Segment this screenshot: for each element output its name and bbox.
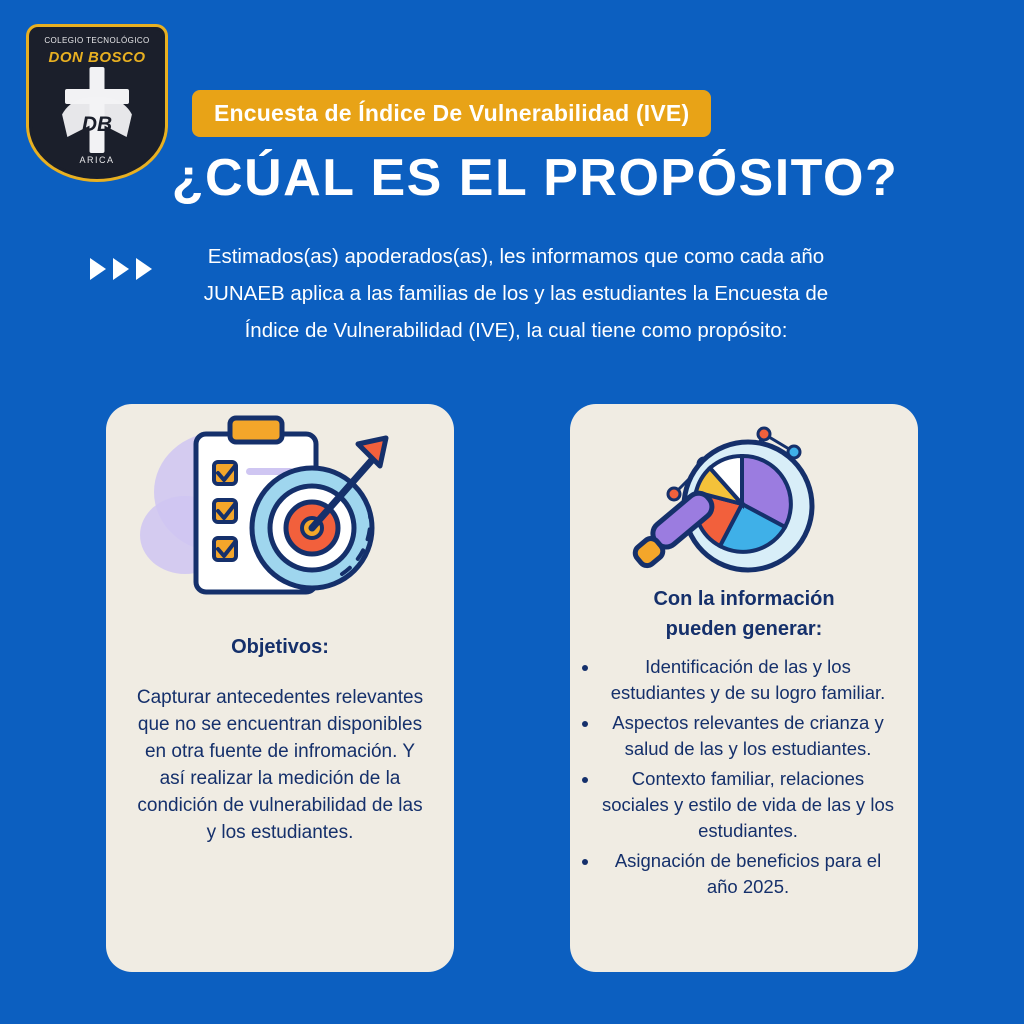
page-title: ¿CÚAL ES EL PROPÓSITO?	[171, 149, 899, 207]
card-informacion-title-line2: pueden generar:	[665, 618, 823, 640]
triangle-right-icon	[113, 258, 129, 280]
card-objetivos	[106, 404, 454, 972]
list-item: • Contexto familiar, relaciones sociales y estilo de vida de las y los estudiantes.	[600, 766, 896, 844]
logo-top-text: COLEGIO TECNOLÓGICO	[44, 36, 150, 45]
card-informacion-title-line1: Con la información	[653, 588, 835, 610]
benefits-list	[600, 654, 896, 900]
triangle-right-icon	[136, 258, 152, 280]
list-item: • Asignación de beneficios para el año 2025.	[600, 848, 896, 900]
card-objetivos-body: Capturar antecedentes relevantes que no se encuentran disponibles en otra fuente de infromación. Y así realizar la medición de la condición de vulnerabilidad de las y los estudiantes.	[136, 687, 424, 843]
list-item: • Aspectos relevantes de crianza y salud de las y los estudiantes.	[600, 710, 896, 762]
intro-paragraph: Estimados(as) apoderados(as), les informamos que como cada año JUNAEB aplica a las familias de los y las estudiantes la Encuesta de Índice de Vulnerabilidad (IVE), la cual tiene como propósito:	[203, 245, 829, 342]
arrow-bullets	[90, 258, 152, 280]
logo-brand-text: DON BOSCO	[48, 49, 146, 66]
logo-monogram: DB	[81, 113, 113, 136]
triangle-right-icon	[90, 258, 106, 280]
logo-bottom-text: ARICA	[79, 155, 115, 165]
magnifier-pie-chart-icon	[570, 404, 918, 584]
survey-ribbon-title: Encuesta de Índice De Vulnerabilidad (IVE)	[192, 90, 711, 137]
clipboard-target-icon	[106, 404, 454, 614]
card-informacion	[570, 404, 918, 972]
list-item: • Identificación de las y los estudiantes y de su logro familiar.	[600, 654, 896, 706]
card-objetivos-title: Objetivos:	[231, 636, 329, 658]
